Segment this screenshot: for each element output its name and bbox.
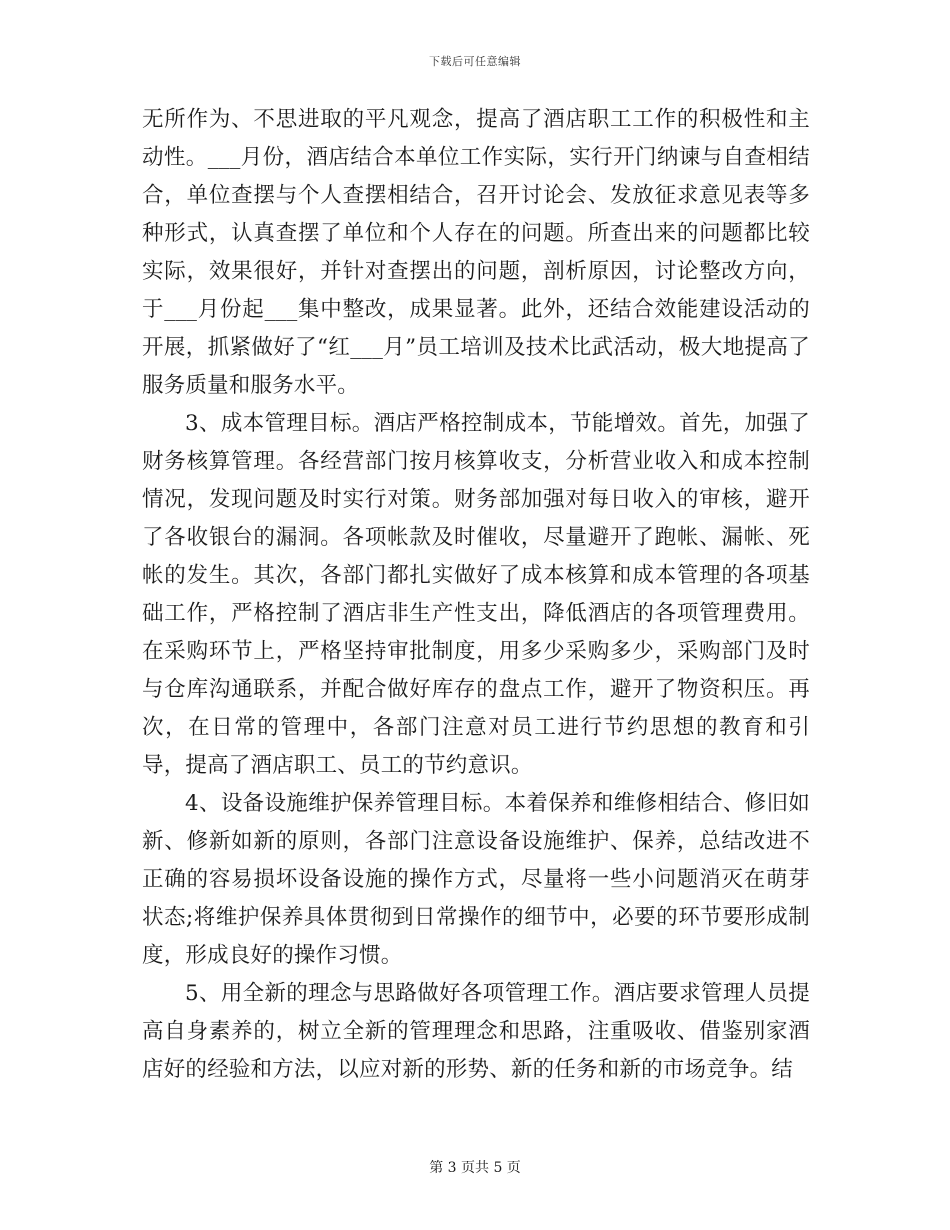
page-number-footer: 第 3 页共 5 页 — [429, 1160, 521, 1176]
document-body — [142, 101, 810, 1089]
page-header: 下载后可任意编辑 — [429, 55, 521, 68]
paragraph-cost-management: 3、成本管理目标。酒店严格控制成本，节能增效。首先，加强了财务核算管理。各经营部门按月核算收支，分析营业收入和成本控制情况，发现问题及时实行对策。财务部加强对每日收入的审核，避开了各收银台的漏洞。各项帐款及时催收，尽量避开了跑帐、漏帐、死帐的发生。其次，各部门都扎实做好了成本核算和成本管理的各项基础工作，严格控制了酒店非生产性支出，降低酒店的各项管理费用。在采购环节上，严格坚持审批制度，用多少采购多少，采购部门及时与仓库沟通联系，并配合做好库存的盘点工作，避开了物资积压。再次，在日常的管理中，各部门注意对员工进行节约思想的教育和引导，提高了酒店职工、员工的节约意识。 — [142, 411, 810, 778]
paragraph-continuation: 无所作为、不思进取的平凡观念，提高了酒店职工工作的积极性和主动性。___月份，酒店结合本单位工作实际，实行开门纳谏与自查相结合，单位查摆与个人查摆相结合，召开讨论会、发放征求意见表等多种形式，认真查摆了单位和个人存在的问题。所查出来的问题都比较实际，效果很好，并针对查摆出的问题，剖析原因，讨论整改方向，于___月份起___集中整改，成果显著。此外，还结合效能建设活动的开展，抓紧做好了“红___月”员工培训及技术比武活动，极大地提高了服务质量和服务水平。 — [142, 107, 810, 398]
paragraph-equipment-maintenance: 4、设备设施维护保养管理目标。本着保养和维修相结合、修旧如新、修新如新的原则，各部门注意设备设施维护、保养，总结改进不正确的容易损坏设备设施的操作方式，尽量将一些小问题消灭在萌芽状态;将维护保养具体贯彻到日常操作的细节中，必要的环节要形成制度，形成良好的操作习惯。 — [142, 791, 810, 968]
paragraph-new-concepts: 5、用全新的理念与思路做好各项管理工作。酒店要求管理人员提高自身素养的，树立全新的管理理念和思路，注重吸收、借鉴别家酒店好的经验和方法，以应对新的形势、新的任务和新的市场竞争。结 — [142, 981, 810, 1082]
